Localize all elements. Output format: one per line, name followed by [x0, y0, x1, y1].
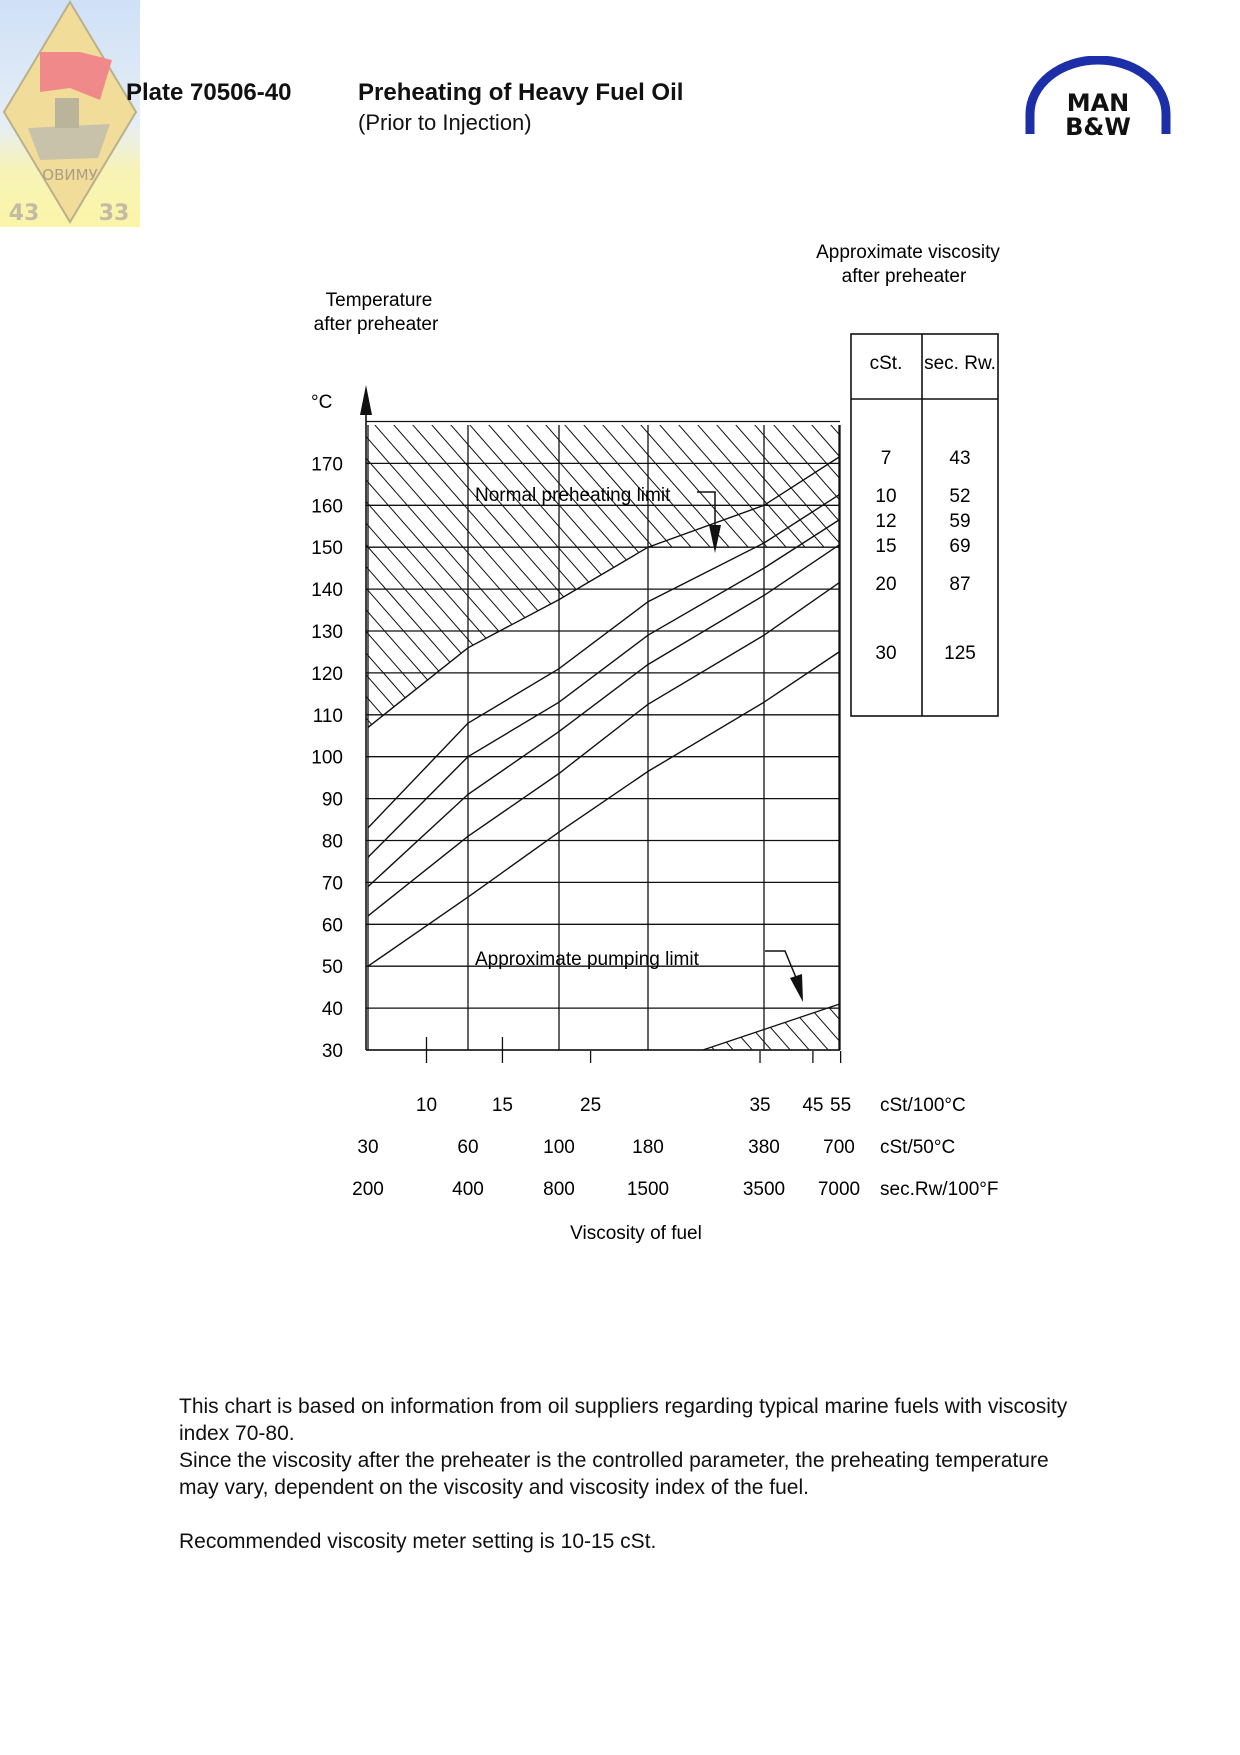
notes — [179, 1393, 1079, 1555]
x-tick-label: 30 — [357, 1137, 379, 1158]
hatch-region-upper-hatch-line — [1224, 375, 1240, 1150]
x-scale-unit: cSt/50°C — [880, 1137, 956, 1158]
pumping-limit-label: Approximate pumping limit — [475, 949, 699, 970]
hatch-region-pumping-hatch-line — [977, 375, 1240, 1150]
hatch-region-pumping-hatch-line — [0, 375, 517, 1150]
hatch-region-upper-hatch-line — [578, 375, 1240, 1150]
hatch-region-pumping-hatch-line — [1129, 375, 1240, 1150]
x-scale-unit: sec.Rw/100°F — [880, 1179, 999, 1200]
y-tick-label: 90 — [321, 789, 343, 811]
hatch-region-pumping-hatch-line — [0, 375, 498, 1150]
x-tick-label: 200 — [352, 1179, 384, 1200]
hatch-region-pumping-hatch-line — [0, 375, 460, 1150]
x-tick-label: 15 — [491, 1095, 514, 1116]
y-tick-label: 130 — [311, 622, 343, 643]
hatch-region-upper-hatch-line — [0, 375, 422, 1150]
y-tick-label: 50 — [321, 957, 343, 979]
table-cell-cst: 20 — [875, 573, 897, 595]
hatch-region-pumping-hatch-line — [0, 375, 536, 1150]
series-line-12-cst — [368, 520, 839, 857]
hatch-region-upper-hatch-line — [597, 375, 1240, 1150]
hatch-region-pumping-hatch-line — [0, 375, 479, 1150]
y-tick-label: 70 — [321, 873, 343, 895]
note-line-1: This chart is based on information from oil suppliers regarding typical marine fuels with viscosity index 70-80. — [179, 1395, 1068, 1445]
y-axis-arrow-icon — [360, 385, 372, 415]
table-cell-sec: 125 — [944, 642, 976, 664]
hatch-region-upper-hatch-line — [1091, 375, 1240, 1150]
x-tick-label: 800 — [543, 1179, 575, 1200]
series-line-15-cst — [368, 545, 839, 887]
table-header-cst: cSt. — [869, 353, 903, 374]
hatch-region-pumping-hatch-line — [844, 375, 1240, 1150]
normal-preheating-limit-label: Normal preheating limit — [475, 485, 671, 506]
hatch-region-pumping-hatch-line — [939, 375, 1240, 1150]
hatch-region-pumping-hatch-line — [882, 375, 1240, 1150]
table-cell-cst: 10 — [875, 485, 897, 507]
x-tick-label: 3500 — [742, 1179, 786, 1200]
table-cell-sec: 59 — [949, 510, 971, 532]
hatch-region-upper-hatch-line — [1205, 375, 1240, 1150]
hatch-region-pumping-hatch-line — [0, 375, 555, 1150]
hatch-region-pumping-hatch-line — [654, 375, 1240, 1150]
table-cell-sec: 52 — [949, 485, 971, 507]
hatch-region-upper-hatch-line — [1129, 375, 1240, 1150]
hatch-region-upper-hatch-line — [103, 375, 783, 1150]
table-cell-cst: 15 — [875, 536, 897, 558]
table-cell-cst: 7 — [880, 448, 892, 470]
hatch-region-pumping-hatch-line — [749, 375, 1240, 1150]
x-tick-label: 7000 — [817, 1179, 861, 1200]
hatch-region-pumping-hatch-line — [1015, 375, 1240, 1150]
hatch-region-pumping-hatch-line — [1148, 375, 1240, 1150]
y-tick-label: 100 — [311, 747, 343, 769]
page-title: Preheating of Heavy Fuel Oil — [358, 79, 684, 106]
hatch-region-pumping-hatch-line — [0, 375, 365, 1150]
logo-line-2: B&W — [1065, 113, 1131, 138]
table-header-sec: sec. Rw. — [924, 353, 996, 374]
hatch-region-upper-hatch-line — [0, 375, 460, 1150]
y-tick-label: 110 — [312, 705, 343, 727]
x-tick-label: 1500 — [626, 1179, 670, 1200]
hatch-region-upper-hatch-line — [1167, 375, 1240, 1150]
hatch-region-upper-hatch-line — [844, 375, 1240, 1150]
y-tick-label: 170 — [311, 454, 343, 476]
hatch-region-pumping-hatch-line — [597, 375, 1240, 1150]
badge-number-right: 33 — [98, 201, 130, 226]
hatch-region-pumping-hatch-line — [730, 375, 1240, 1150]
yaxis-unit: °C — [311, 392, 333, 413]
y-tick-label: 40 — [321, 999, 343, 1021]
hatch-region-upper-hatch-line — [0, 375, 441, 1150]
table-rows — [875, 448, 975, 664]
hatch-region-upper-hatch-line — [331, 375, 1011, 1150]
table-cell-cst: 12 — [875, 510, 897, 532]
hatch-region-upper-hatch-line — [350, 375, 1030, 1150]
y-tick-label: 30 — [321, 1041, 343, 1062]
hatch-region-upper-hatch-line — [863, 375, 1240, 1150]
hatch-region-pumping-hatch-line — [1205, 375, 1240, 1150]
hatch-region-pumping-hatch-line — [578, 375, 1240, 1150]
ylabel-line-1: Temperature — [325, 290, 433, 311]
series-line-10-cst — [368, 495, 839, 828]
hatch-region-pumping-hatch-line — [806, 375, 1240, 1150]
hatch-region-upper-hatch-line — [1072, 375, 1240, 1150]
hatch-region-upper-hatch-line — [654, 375, 1240, 1150]
hatch-region-upper-hatch-line — [0, 375, 498, 1150]
y-tick-label: 160 — [311, 496, 343, 518]
hatch-region-upper-hatch-line — [0, 375, 555, 1150]
note-line-2: Since the viscosity after the preheater is the controlled parameter, the preheating temperature may vary, dependent on the viscosity and viscosity index of the fuel. — [179, 1449, 1049, 1499]
series-line-20-cst — [368, 583, 839, 916]
ylabel-line-2: after preheater — [313, 314, 439, 335]
y-tick-label: 60 — [321, 915, 343, 937]
hatch-region-pumping-hatch-line — [1110, 375, 1240, 1150]
hatch-region-upper-hatch-line — [711, 375, 1240, 1150]
x-tick-label: 380 — [748, 1137, 780, 1158]
hatch-region-pumping-hatch-line — [958, 375, 1240, 1150]
hatch-region-upper-hatch-line — [996, 375, 1240, 1150]
x-scale-unit: cSt/100°C — [880, 1095, 966, 1116]
table-cell-sec: 87 — [949, 573, 971, 595]
plate-number: Plate 70506-40 — [126, 79, 292, 106]
y-tick-label: 140 — [311, 580, 343, 602]
x-tick-label: 45 — [802, 1095, 824, 1116]
hatch-region-pumping-hatch-line — [1034, 375, 1240, 1150]
y-tick-label: 80 — [321, 831, 343, 853]
hatch-region-pumping-hatch-line — [863, 375, 1240, 1150]
table-cell-sec: 43 — [949, 448, 971, 470]
table-cell-cst: 30 — [875, 642, 897, 664]
hatch-region-upper-hatch-line — [0, 375, 536, 1150]
hatch-region-pumping-hatch-line — [1091, 375, 1240, 1150]
xlabel: Viscosity of fuel — [570, 1223, 702, 1244]
hatch-region-upper-hatch-line — [1148, 375, 1240, 1150]
hatch-region-pumping-hatch-line — [635, 375, 1240, 1150]
hatch-region-upper-hatch-line — [1015, 375, 1240, 1150]
hatch-region-upper-hatch-line — [882, 375, 1240, 1150]
pumping-limit-line — [703, 1004, 840, 1050]
table-title-line-2: after preheater — [841, 266, 967, 287]
normal-limit-arrow-icon — [709, 525, 721, 553]
tick-labels — [311, 454, 998, 1200]
x-tick-label: 55 — [830, 1095, 852, 1116]
x-tick-label: 60 — [457, 1137, 479, 1158]
viscosity-table — [851, 334, 998, 716]
y-tick-label: 120 — [311, 663, 343, 685]
hatch-region-upper-hatch-line — [1053, 375, 1240, 1150]
hatch-region-pumping-hatch-line — [1167, 375, 1240, 1150]
hatch-region-upper-hatch-line — [1034, 375, 1240, 1150]
hatch-region-pumping-hatch-line — [1224, 375, 1240, 1150]
hatch-region-pumping-hatch-line — [1072, 375, 1240, 1150]
hatch-region-upper-hatch-line — [939, 375, 1240, 1150]
x-tick-label: 35 — [749, 1095, 771, 1116]
x-tick-label: 100 — [543, 1137, 575, 1158]
hatch-region-pumping-hatch-line — [996, 375, 1240, 1150]
hatch-region-upper-hatch-line — [977, 375, 1240, 1150]
hatch-region-pumping-hatch-line — [0, 375, 346, 1150]
pumping-limit-arrow-icon — [790, 974, 803, 1002]
hatch-region-upper-hatch-line — [1110, 375, 1240, 1150]
hatch-region-pumping-hatch-line — [0, 375, 441, 1150]
hatch-region-upper-hatch-line — [1186, 375, 1240, 1150]
hatch-region-upper-hatch-line — [0, 375, 365, 1150]
hatch-region-pumping-hatch-line — [1053, 375, 1240, 1150]
hatch-region-pumping-hatch-line — [103, 375, 783, 1150]
pumping-limit-leader — [765, 951, 797, 980]
hatch-region-pumping-hatch-line — [1186, 375, 1240, 1150]
table-cell-sec: 69 — [949, 536, 971, 558]
x-tick-label: 10 — [415, 1095, 438, 1116]
series-line-30-cst — [368, 652, 839, 966]
page-subtitle: (Prior to Injection) — [358, 110, 532, 135]
x-tick-label: 25 — [580, 1095, 602, 1116]
x-tick-label: 180 — [632, 1137, 664, 1158]
table-title-line-1: Approximate viscosity — [816, 242, 1000, 263]
hatch-region-upper-hatch-line — [635, 375, 1240, 1150]
badge-text: ОВИМУ — [42, 166, 98, 184]
hatch-region-pumping-hatch-line — [711, 375, 1240, 1150]
badge-number-left: 43 — [8, 201, 40, 226]
y-tick-label: 150 — [311, 538, 343, 560]
x-tick-label: 400 — [452, 1179, 484, 1200]
x-tick-label: 700 — [823, 1137, 855, 1158]
note-recommendation: Recommended viscosity meter setting is 10-15 cSt. — [179, 1530, 657, 1553]
hatch-region-upper-hatch-line — [730, 375, 1240, 1150]
hatch-region-upper-hatch-line — [0, 375, 517, 1150]
hatch-region-upper-hatch-line — [0, 375, 479, 1150]
logo-line-1: MAN — [1066, 89, 1130, 117]
hatch-region-upper-hatch-line — [787, 375, 1240, 1150]
hatch-region-upper-hatch-line — [958, 375, 1240, 1150]
hatch-region-pumping-hatch-line — [787, 375, 1240, 1150]
hatch-region-pumping-hatch-line — [0, 375, 422, 1150]
hatch-region-upper-hatch-line — [749, 375, 1240, 1150]
hatch-region-upper-hatch-line — [806, 375, 1240, 1150]
hatch-region-upper-hatch-line — [0, 375, 346, 1150]
